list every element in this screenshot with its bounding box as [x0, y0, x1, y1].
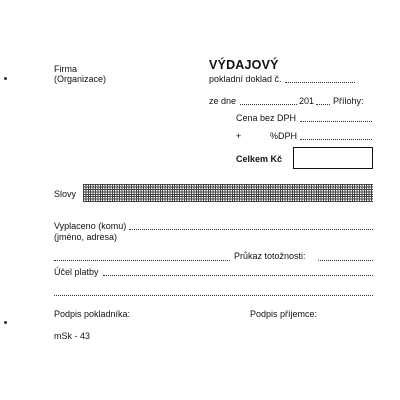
- recipient-signature-label: Podpis příjemce:: [250, 309, 318, 319]
- purpose-field-second-line[interactable]: [54, 295, 373, 296]
- document-number-field[interactable]: [285, 82, 355, 83]
- vat-field[interactable]: [300, 139, 372, 140]
- vat-label: %DPH: [270, 131, 298, 141]
- purpose-field[interactable]: [103, 275, 373, 276]
- date-field[interactable]: [240, 104, 297, 105]
- vat-plus-sign: +: [236, 131, 242, 141]
- form-code: mSk - 43: [54, 331, 91, 341]
- price-without-vat-field[interactable]: [300, 121, 372, 122]
- firma-label: Firma: [54, 64, 77, 74]
- price-without-vat-label: Cena bez DPH: [236, 113, 297, 123]
- words-label: Slovy: [54, 189, 77, 199]
- date-prefix-label: ze dne: [209, 96, 237, 106]
- year-field[interactable]: [316, 104, 330, 105]
- total-label: Celkem Kč: [236, 154, 283, 164]
- address-field[interactable]: [54, 260, 230, 261]
- organizace-label: (Organizace): [54, 74, 107, 84]
- id-card-field[interactable]: [318, 260, 373, 261]
- id-card-label: Průkaz totožnosti:: [234, 251, 306, 261]
- punch-hole-bottom: [4, 321, 7, 324]
- attachments-label: Přílohy:: [333, 96, 364, 106]
- cashier-signature-label: Podpis pokladníka:: [54, 309, 131, 319]
- words-field-hatched[interactable]: [83, 184, 373, 202]
- document-subtitle: pokladní doklad č.: [209, 74, 282, 84]
- paid-to-field[interactable]: [129, 229, 373, 230]
- purpose-label: Účel platby: [54, 267, 99, 277]
- total-amount-box[interactable]: [293, 147, 373, 169]
- year-prefix-label: 201: [299, 96, 315, 106]
- paid-to-label: Vyplaceno (komu): [54, 221, 127, 231]
- punch-hole-top: [4, 77, 7, 80]
- document-title: VÝDAJOVÝ: [209, 58, 279, 72]
- name-address-label: (jméno, adresa): [54, 232, 118, 242]
